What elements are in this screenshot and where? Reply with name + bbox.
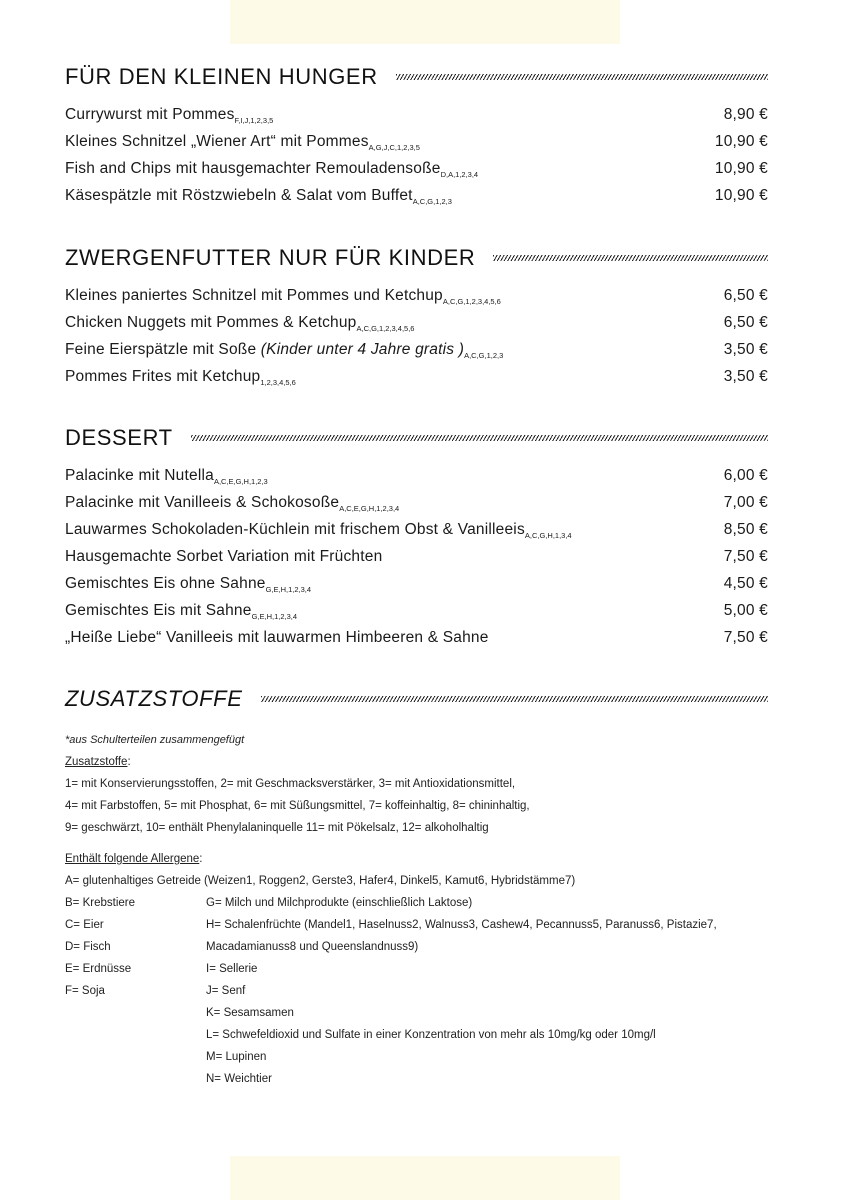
allergen-codes: A,C,G,1,2,3,4,5,6 bbox=[442, 297, 501, 306]
dish-name: Gemischtes Eis ohne Sahne bbox=[65, 575, 266, 592]
dish-price: 7,50 € bbox=[723, 548, 768, 565]
allergens-title: Enthält folgende Allergene: bbox=[65, 853, 203, 865]
dish-price: 10,90 € bbox=[714, 187, 768, 204]
hatch-divider bbox=[396, 74, 768, 80]
dish-name: Fish and Chips mit hausgemachter Remouladensoße bbox=[65, 160, 441, 177]
allergen-codes: A,C,G,1,2,3 bbox=[412, 197, 452, 206]
allergen-codes: A,G,J,C,1,2,3,5 bbox=[368, 143, 420, 152]
allergen-right: I= Sellerie bbox=[206, 963, 258, 975]
allergen-right: L= Schwefeldioxid und Sulfate in einer Konzentration von mehr als 10mg/kg oder 10mg/l bbox=[206, 1029, 656, 1041]
allergen-codes: F,I,J,1,2,3,5 bbox=[234, 116, 274, 125]
allergen-right: Macadamianuss8 und Queenslandnuss9) bbox=[206, 941, 419, 953]
allergen-a: A= glutenhaltiges Getreide (Weizen1, Roggen2, Gerste3, Hafer4, Dinkel5, Kamut6, Hybridstämme7) bbox=[65, 875, 576, 887]
footnote: *aus Schulterteilen zusammengefügt bbox=[65, 734, 245, 746]
allergen-left: D= Fisch bbox=[65, 941, 111, 953]
dish-name: Currywurst mit Pommes bbox=[65, 106, 235, 123]
allergen-left: B= Krebstiere bbox=[65, 897, 135, 909]
dish-name: Chicken Nuggets mit Pommes & Ketchup bbox=[65, 314, 357, 331]
menu-item bbox=[65, 467, 768, 494]
allergen-right: J= Senf bbox=[206, 985, 246, 997]
dish-name: Hausgemachte Sorbet Variation mit Früchten bbox=[65, 548, 383, 565]
menu-item bbox=[65, 368, 768, 395]
dish-name: „Heiße Liebe“ Vanilleeis mit lauwarmen Himbeeren & Sahne bbox=[65, 629, 489, 646]
dish-note: (Kinder unter 4 Jahre gratis ) bbox=[260, 341, 465, 358]
section-title: ZUSATZSTOFFE bbox=[65, 686, 243, 711]
menu-item bbox=[65, 548, 768, 575]
menu-item bbox=[65, 160, 768, 187]
allergen-codes: A,C,G,H,1,3,4 bbox=[524, 531, 572, 540]
allergen-left bbox=[65, 1046, 206, 1068]
menu-item bbox=[65, 602, 768, 629]
additives-line: 4= mit Farbstoffen, 5= mit Phosphat, 6= mit Süßungsmittel, 7= koffeinhaltig, 8= chininhaltig, bbox=[65, 800, 530, 812]
menu-item bbox=[65, 106, 768, 133]
section-title: ZWERGENFUTTER NUR FÜR KINDER bbox=[65, 245, 476, 270]
section-title: FÜR DEN KLEINEN HUNGER bbox=[65, 64, 378, 89]
additives-block bbox=[65, 729, 768, 1090]
menu-item bbox=[65, 341, 768, 368]
dish-name: Kleines Schnitzel „Wiener Art“ mit Pommes bbox=[65, 133, 369, 150]
allergen-right: N= Weichtier bbox=[206, 1073, 272, 1085]
section-header-kleiner-hunger bbox=[65, 64, 768, 90]
allergen-grid bbox=[65, 892, 768, 1090]
menu-item bbox=[65, 521, 768, 548]
allergen-left bbox=[65, 1024, 206, 1046]
top-decoration bbox=[230, 0, 620, 44]
dish-price: 5,00 € bbox=[723, 602, 768, 619]
menu-list-dessert bbox=[65, 467, 768, 656]
dish-name: Lauwarmes Schokoladen-Küchlein mit frischem Obst & Vanilleeis bbox=[65, 521, 525, 538]
menu-item bbox=[65, 494, 768, 521]
dish-price: 8,90 € bbox=[723, 106, 768, 123]
menu-item bbox=[65, 629, 768, 656]
allergen-left bbox=[65, 1068, 206, 1090]
dish-name: Pommes Frites mit Ketchup bbox=[65, 368, 261, 385]
dish-price: 8,50 € bbox=[723, 521, 768, 538]
section-header-kinder bbox=[65, 245, 768, 271]
allergen-codes: A,C,G,1,2,3,4,5,6 bbox=[356, 324, 415, 333]
dish-name: Kleines paniertes Schnitzel mit Pommes und Ketchup bbox=[65, 287, 443, 304]
menu-item bbox=[65, 133, 768, 160]
hatch-divider bbox=[191, 435, 768, 441]
dish-name: Gemischtes Eis mit Sahne bbox=[65, 602, 252, 619]
dish-price: 3,50 € bbox=[723, 368, 768, 385]
dish-name: Palacinke mit Nutella bbox=[65, 467, 214, 484]
menu-item bbox=[65, 287, 768, 314]
allergen-left bbox=[65, 1002, 206, 1024]
dish-price: 6,50 € bbox=[723, 287, 768, 304]
allergen-codes: A,C,E,G,H,1,2,3 bbox=[213, 477, 268, 486]
allergen-codes: A,C,E,G,H,1,2,3,4 bbox=[339, 504, 400, 513]
menu-list-kleiner-hunger bbox=[65, 106, 768, 214]
section-title: DESSERT bbox=[65, 425, 173, 450]
allergen-codes: D,A,1,2,3,4 bbox=[440, 170, 479, 179]
allergen-codes: 1,2,3,4,5,6 bbox=[260, 378, 296, 387]
allergen-right: M= Lupinen bbox=[206, 1051, 267, 1063]
menu-list-kinder bbox=[65, 287, 768, 395]
additives-line: 9= geschwärzt, 10= enthält Phenylalaninquelle 11= mit Pökelsalz, 12= alkoholhaltig bbox=[65, 822, 489, 834]
dish-price: 10,90 € bbox=[714, 160, 768, 177]
hatch-divider bbox=[493, 255, 768, 261]
additives-line: 1= mit Konservierungsstoffen, 2= mit Geschmacksverstärker, 3= mit Antioxidationsmittel, bbox=[65, 778, 516, 790]
dish-price: 6,00 € bbox=[723, 467, 768, 484]
dish-price: 10,90 € bbox=[714, 133, 768, 150]
allergen-codes: G,E,H,1,2,3,4 bbox=[265, 585, 312, 594]
hatch-divider bbox=[261, 696, 769, 702]
bottom-decoration bbox=[230, 1156, 620, 1200]
additives-subtitle: Zusatzstoffe: bbox=[65, 756, 131, 768]
allergen-right: H= Schalenfrüchte (Mandel1, Haselnuss2, Walnuss3, Cashew4, Pecannuss5, Paranuss6, Pistazie7, bbox=[206, 919, 717, 931]
section-header-zusatzstoffe bbox=[65, 686, 768, 712]
dish-price: 7,50 € bbox=[723, 629, 768, 646]
dish-price: 3,50 € bbox=[723, 341, 768, 358]
dish-name: Käsespätzle mit Röstzwiebeln & Salat vom Buffet bbox=[65, 187, 413, 204]
dish-name: Feine Eierspätzle mit Soße bbox=[65, 341, 261, 358]
allergen-codes: A,C,G,1,2,3 bbox=[464, 351, 504, 360]
allergen-right: K= Sesamsamen bbox=[206, 1007, 294, 1019]
menu-item bbox=[65, 314, 768, 341]
dish-name: Palacinke mit Vanilleeis & Schokosoße bbox=[65, 494, 340, 511]
allergen-left: E= Erdnüsse bbox=[65, 963, 132, 975]
allergen-left: C= Eier bbox=[65, 919, 104, 931]
dish-price: 4,50 € bbox=[723, 575, 768, 592]
allergen-codes: G,E,H,1,2,3,4 bbox=[251, 612, 298, 621]
dish-price: 6,50 € bbox=[723, 314, 768, 331]
menu-item bbox=[65, 187, 768, 214]
dish-price: 7,00 € bbox=[723, 494, 768, 511]
allergen-left: F= Soja bbox=[65, 985, 105, 997]
section-header-dessert bbox=[65, 425, 768, 451]
allergen-right: G= Milch und Milchprodukte (einschließlich Laktose) bbox=[206, 897, 473, 909]
menu-item bbox=[65, 575, 768, 602]
